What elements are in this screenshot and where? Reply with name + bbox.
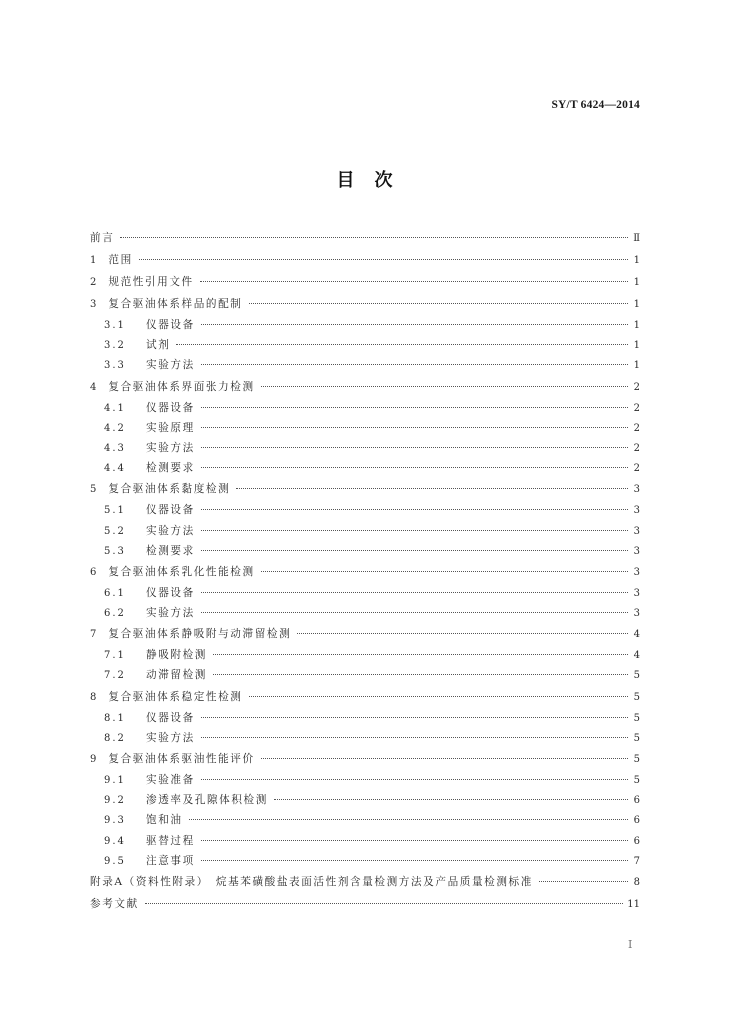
toc-entry[interactable] [90, 623, 640, 645]
toc-entry-page: 1 [633, 277, 640, 288]
toc-entry-label: 饱和油 [146, 814, 183, 827]
toc-entry-label: 附录A（资料性附录） 烷基苯磺酸盐表面活性剂含量检测方法及产品质量检测标准 [90, 875, 533, 888]
toc-entry[interactable] [90, 708, 640, 728]
toc-entry-page: 1 [633, 340, 640, 352]
toc-entry-label: 前言 [90, 232, 115, 244]
toc-entry[interactable] [90, 315, 640, 335]
toc-entry[interactable] [90, 790, 640, 810]
toc-entry-number: 5.1 [104, 505, 126, 517]
toc-entry-label: 复合驱油体系样品的配制 [108, 298, 243, 310]
toc-dot-leader [201, 860, 628, 861]
toc-entry-label: 复合驱油体系黏度检测 [108, 483, 231, 496]
toc-dot-leader [201, 447, 628, 448]
toc-entry-number: 4.2 [104, 422, 126, 434]
toc-dot-leader [261, 386, 628, 387]
toc-entry-page: 3 [633, 545, 640, 557]
toc-entry-page: 2 [633, 463, 640, 475]
toc-entry[interactable] [90, 871, 640, 893]
toc-entry-label: 仪器设备 [146, 401, 195, 414]
toc-entry-number: 6.2 [104, 608, 126, 620]
toc-entry[interactable] [90, 355, 640, 375]
toc-entry[interactable] [90, 583, 640, 603]
toc-dot-leader [249, 303, 628, 304]
toc-entry-page: 2 [633, 381, 640, 393]
toc-dot-leader [201, 612, 628, 613]
toc-entry-number: 7.1 [104, 650, 126, 662]
toc-dot-leader [189, 819, 628, 820]
toc-entry[interactable] [90, 271, 640, 293]
toc-entry-label: 参考文献 [90, 897, 139, 910]
toc-entry-label: 仪器设备 [146, 586, 195, 599]
toc-entry[interactable] [90, 851, 640, 871]
toc-entry-page: 11 [627, 898, 640, 910]
toc-entry[interactable] [90, 376, 640, 398]
toc-entry-label: 实验原理 [146, 421, 195, 434]
toc-entry[interactable] [90, 335, 640, 355]
toc-entry-number: 6.1 [104, 587, 126, 599]
toc-dot-leader [200, 281, 628, 282]
toc-entry-page: 4 [633, 629, 640, 641]
toc-entry-number: 7 [90, 629, 99, 641]
toc-dot-leader [297, 633, 628, 634]
toc-entry-page: 1 [633, 255, 640, 266]
toc-entry[interactable] [90, 561, 640, 583]
toc-entry-page: 8 [633, 876, 640, 888]
toc-entry-number: 9.2 [104, 795, 126, 807]
toc-entry-page: 1 [633, 320, 640, 331]
toc-entry-label: 实验方法 [146, 441, 195, 454]
toc-entry[interactable] [90, 418, 640, 438]
toc-entry-number: 3.2 [104, 340, 126, 352]
toc-entry-number: 5.3 [104, 545, 126, 557]
toc-entry[interactable] [90, 810, 640, 830]
toc-entry-number: 9 [90, 754, 99, 765]
toc-dot-leader [201, 737, 628, 738]
toc-dot-leader [261, 571, 628, 572]
toc-entry-label: 实验方法 [146, 524, 195, 537]
toc-entry[interactable] [90, 665, 640, 685]
toc-entry[interactable] [90, 748, 640, 770]
toc-entry-page: 6 [633, 815, 640, 827]
toc-entry-page: 4 [633, 650, 640, 662]
toc-dot-leader [201, 427, 628, 428]
toc-entry-label: 实验方法 [146, 731, 195, 744]
toc-entry[interactable] [90, 521, 640, 541]
table-of-contents [90, 227, 640, 915]
toc-dot-leader [201, 407, 628, 408]
toc-dot-leader [236, 488, 628, 489]
toc-entry-page: 2 [633, 442, 640, 454]
toc-entry[interactable] [90, 770, 640, 790]
toc-entry-number: 1 [90, 255, 99, 266]
toc-entry[interactable] [90, 438, 640, 458]
toc-entry-page: 2 [633, 402, 640, 414]
toc-entry-page: 3 [633, 525, 640, 537]
toc-entry-label: 复合驱油体系乳化性能检测 [108, 565, 255, 578]
toc-entry-number: 3 [90, 299, 99, 310]
toc-entry-page: 5 [633, 670, 640, 682]
toc-dot-leader [145, 903, 623, 904]
toc-entry-page: 6 [633, 795, 640, 807]
toc-entry[interactable] [90, 478, 640, 500]
toc-entry-label: 实验准备 [146, 774, 195, 786]
toc-entry-label: 检测要求 [146, 544, 195, 557]
toc-entry-number: 9.5 [104, 855, 126, 867]
toc-entry-number: 4.4 [104, 463, 126, 475]
toc-entry-label: 检测要求 [146, 462, 195, 475]
toc-dot-leader [274, 799, 628, 800]
toc-entry-number: 7.2 [104, 670, 126, 682]
toc-dot-leader [213, 674, 628, 675]
toc-entry-label: 仪器设备 [146, 711, 195, 724]
toc-dot-leader [201, 364, 628, 365]
toc-entry[interactable] [90, 645, 640, 665]
toc-dot-leader [120, 237, 628, 238]
toc-entry-label: 复合驱油体系界面张力检测 [108, 380, 255, 393]
toc-entry-number: 4.3 [104, 442, 126, 454]
toc-entry-label: 实验方法 [146, 607, 195, 620]
toc-entry[interactable] [90, 227, 640, 249]
toc-dot-leader [201, 550, 628, 551]
toc-entry-number: 2 [90, 277, 99, 288]
toc-entry-label: 复合驱油体系静吸附与动滞留检测 [108, 628, 292, 641]
toc-entry-label: 驱替过程 [146, 834, 195, 847]
toc-dot-leader [176, 344, 628, 345]
toc-dot-leader [139, 259, 628, 260]
toc-entry-label: 复合驱油体系驱油性能评价 [108, 753, 255, 765]
toc-entry-label: 范围 [108, 254, 133, 266]
toc-entry-label: 复合驱油体系稳定性检测 [108, 690, 243, 703]
toc-entry[interactable] [90, 249, 640, 271]
toc-dot-leader [201, 467, 628, 468]
toc-entry-page: Ⅱ [633, 233, 640, 244]
toc-entry[interactable] [90, 893, 640, 915]
toc-entry-number: 9.4 [104, 835, 126, 847]
toc-entry-label: 动滞留检测 [146, 669, 207, 682]
page-number: Ⅰ [628, 938, 633, 951]
toc-entry-number: 4 [90, 381, 99, 393]
toc-entry[interactable] [90, 541, 640, 561]
toc-dot-leader [261, 758, 628, 759]
toc-entry-number: 4.1 [104, 402, 126, 414]
toc-dot-leader [539, 881, 628, 882]
toc-entry-page: 5 [633, 712, 640, 724]
toc-entry[interactable] [90, 603, 640, 623]
toc-dot-leader [213, 654, 628, 655]
toc-entry-page: 1 [633, 360, 640, 372]
toc-entry[interactable] [90, 831, 640, 851]
toc-entry-number: 3.1 [104, 320, 126, 331]
toc-entry-label: 仪器设备 [146, 319, 195, 331]
toc-entry-number: 9.3 [104, 815, 126, 827]
toc-entry[interactable] [90, 728, 640, 748]
toc-entry[interactable] [90, 293, 640, 315]
toc-dot-leader [201, 592, 628, 593]
toc-entry-label: 试剂 [146, 339, 171, 352]
toc-dot-leader [201, 840, 628, 841]
toc-entry-page: 2 [633, 422, 640, 434]
toc-entry-page: 3 [633, 587, 640, 599]
toc-dot-leader [249, 696, 628, 697]
standard-code: SY/T 6424—2014 [551, 99, 640, 111]
toc-entry[interactable] [90, 686, 640, 708]
toc-entry-page: 3 [633, 566, 640, 578]
toc-entry-number: 5 [90, 484, 99, 496]
toc-entry-label: 静吸附检测 [146, 649, 207, 662]
toc-entry-page: 5 [633, 775, 640, 786]
toc-entry-number: 8 [90, 691, 99, 703]
toc-entry[interactable] [90, 458, 640, 478]
toc-entry-page: 7 [633, 855, 640, 867]
page-title: 目 次 [336, 170, 394, 191]
toc-entry-page: 6 [633, 835, 640, 847]
toc-dot-leader [201, 324, 628, 325]
toc-entry-label: 仪器设备 [146, 504, 195, 517]
toc-dot-leader [201, 779, 628, 780]
toc-dot-leader [201, 509, 628, 510]
toc-entry-page: 3 [633, 505, 640, 517]
toc-entry-label: 规范性引用文件 [108, 276, 194, 288]
toc-entry-page: 3 [633, 484, 640, 496]
toc-entry-page: 5 [633, 691, 640, 703]
toc-entry[interactable] [90, 500, 640, 520]
toc-dot-leader [201, 717, 628, 718]
toc-entry-number: 3.3 [104, 360, 126, 372]
toc-entry-label: 渗透率及孔隙体积检测 [146, 794, 268, 807]
toc-entry-label: 实验方法 [146, 359, 195, 372]
toc-entry[interactable] [90, 398, 640, 418]
toc-entry-page: 3 [633, 608, 640, 620]
toc-entry-number: 6 [90, 566, 99, 578]
toc-entry-page: 1 [633, 299, 640, 310]
toc-entry-label: 注意事项 [146, 854, 195, 867]
toc-entry-number: 8.2 [104, 732, 126, 744]
toc-entry-number: 8.1 [104, 712, 126, 724]
toc-dot-leader [201, 530, 628, 531]
toc-entry-page: 5 [633, 732, 640, 744]
toc-entry-number: 9.1 [104, 775, 126, 786]
toc-entry-page: 5 [633, 754, 640, 765]
toc-entry-number: 5.2 [104, 525, 126, 537]
